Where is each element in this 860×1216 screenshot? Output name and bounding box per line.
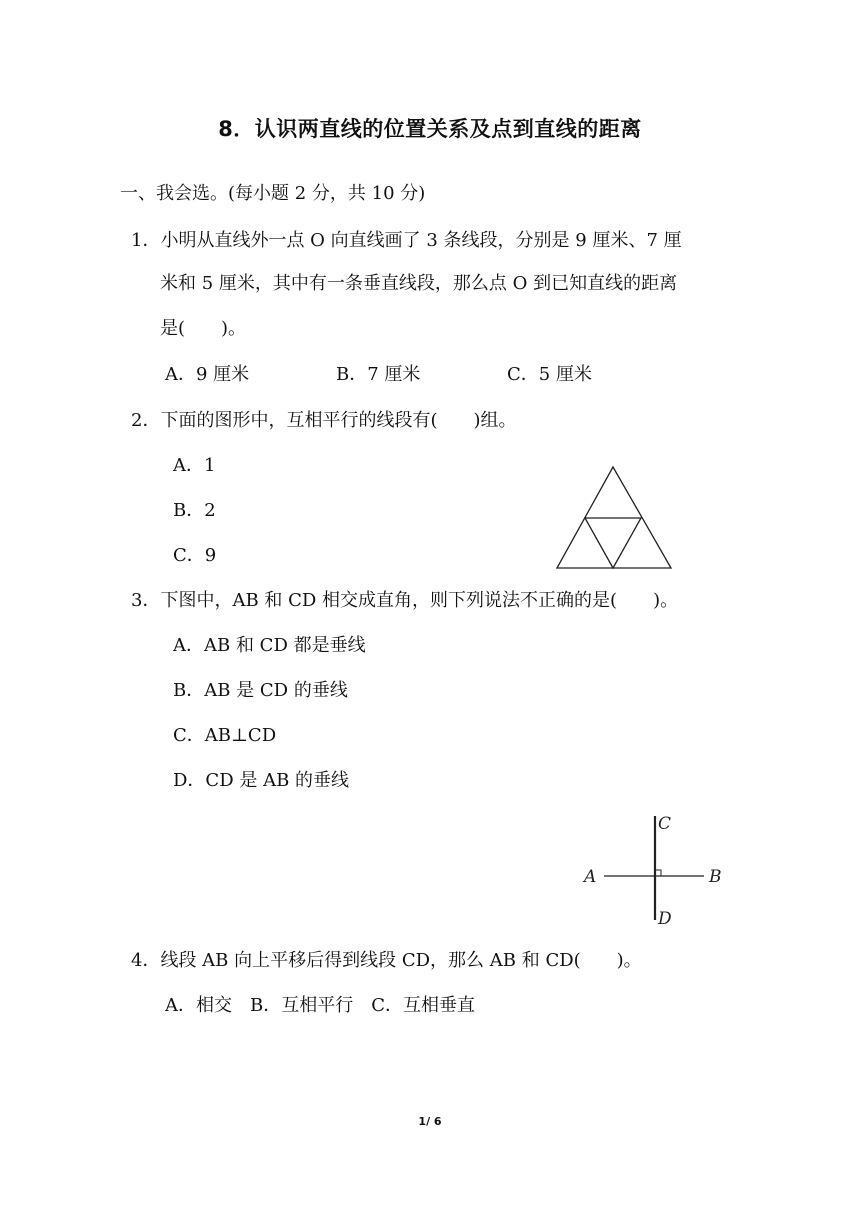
label-a: A (584, 867, 597, 887)
q3-option-a: A．AB 和 CD 都是垂线 (173, 635, 366, 656)
q3-option-c: C．AB⊥CD (173, 725, 277, 746)
q1-option-a: A．9 厘米 (165, 364, 250, 385)
inner-triangle (585, 518, 641, 568)
triangle-figure (550, 462, 676, 574)
page-number: 1/ 6 (418, 1115, 442, 1128)
label-c: C (658, 814, 672, 834)
q2-option-b: B．2 (173, 500, 216, 521)
q2-stem: 2．下面的图形中，互相平行的线段有( )组。 (131, 410, 517, 431)
q1-line-2: 米和 5 厘米，其中有一条垂直线段，那么点 O 到已知直线的距离 (160, 273, 678, 294)
q4-stem: 4．线段 AB 向上平移后得到线段 CD，那么 AB 和 CD( )。 (131, 950, 642, 971)
q3-option-b: B．AB 是 CD 的垂线 (173, 680, 348, 701)
q2-option-a: A．1 (173, 455, 216, 476)
section-heading: 一、我会选。(每小题 2 分，共 10 分) (120, 183, 426, 204)
q3-option-d: D．CD 是 AB 的垂线 (173, 770, 350, 791)
page-title: 8．认识两直线的位置关系及点到直线的距离 (218, 117, 642, 141)
q1-line-1: 1．小明从直线外一点 O 向直线画了 3 条线段，分别是 9 厘米、7 厘 (131, 230, 682, 251)
q2-option-c: C．9 (173, 545, 217, 566)
label-b: B (709, 867, 722, 887)
perpendicular-lines-figure (580, 810, 730, 930)
q3-stem: 3．下图中，AB 和 CD 相交成直角，则下列说法不正确的是( )。 (131, 590, 679, 611)
q4-options: A．相交 B．互相平行 C．互相垂直 (165, 995, 475, 1016)
q1-option-b: B．7 厘米 (336, 364, 421, 385)
label-d: D (658, 909, 672, 929)
q1-option-c: C．5 厘米 (507, 364, 592, 385)
q1-line-3: 是( )。 (160, 318, 247, 339)
